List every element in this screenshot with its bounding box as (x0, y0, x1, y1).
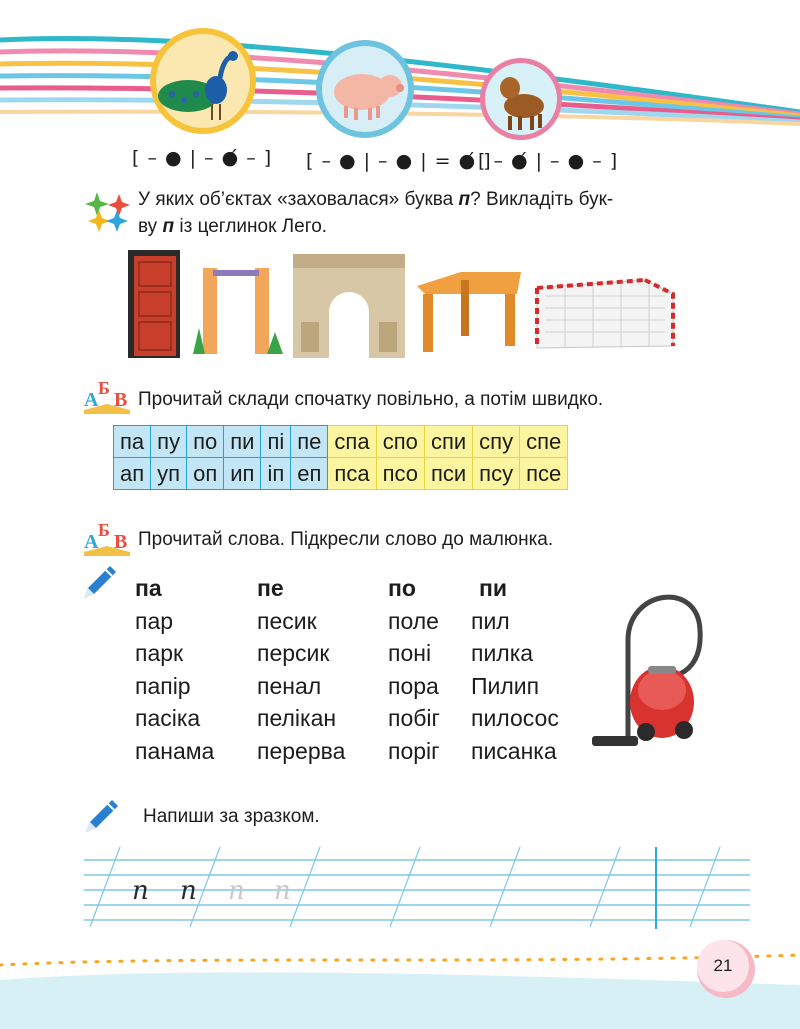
word: перерва (257, 737, 346, 764)
scheme-dog: [ – ●́ | – ● – ] (478, 150, 619, 172)
syllable-cell: ип (224, 458, 261, 490)
word: поле (388, 607, 439, 634)
pen-icon (82, 796, 122, 836)
pen-icon (80, 562, 120, 602)
syllable-cell: ап (114, 458, 151, 490)
trace-letter: п (274, 876, 291, 906)
syllable-cell: па (114, 426, 151, 458)
page-number: 21 (697, 940, 749, 992)
word: пасіка (135, 705, 201, 731)
page-number-badge (697, 940, 755, 998)
table-row (114, 458, 568, 490)
word: поріг (388, 737, 440, 764)
word: пар (135, 607, 174, 634)
syllable-cell: псу (473, 458, 520, 490)
abv-letter: Б (98, 520, 110, 540)
syllable-cell: еп (291, 458, 328, 490)
word: пелікан (257, 705, 337, 731)
dog-picture (480, 58, 562, 140)
syllable-cell: псо (376, 458, 424, 490)
column-head: по (388, 575, 416, 601)
word: папір (135, 672, 191, 699)
football-goal-picture (537, 280, 673, 348)
arch-picture (293, 254, 405, 358)
abv-letter: В (114, 531, 128, 553)
bottom-decoration (0, 945, 800, 1029)
task2-instruction: Прочитай склади спочатку повільно, а потім швидко. (138, 389, 604, 410)
word: побіг (388, 705, 440, 731)
syllable-cell: уп (151, 458, 187, 490)
syllable-cell: псе (520, 458, 568, 490)
syllable-cell: спе (520, 426, 568, 458)
peacock-picture (150, 28, 256, 134)
scheme-piglet: [ – ● | – ● | = ●́ ] (306, 150, 492, 172)
word: Пилип (471, 672, 540, 699)
abv-letter: Б (98, 378, 110, 398)
sample-letter: п (180, 876, 197, 906)
syllable-cell: спо (376, 426, 424, 458)
syllable-cell: спи (424, 426, 472, 458)
word-column-pa (135, 572, 214, 767)
abv-letter: А (84, 531, 99, 553)
task1-text: У яких об’єктах «заховалася» буква п? Викладіть бук- ву п із цеглинок Лего. (138, 189, 614, 237)
word: панама (135, 737, 215, 764)
abv-letter: В (114, 389, 128, 411)
letter-p: п (458, 189, 471, 210)
syllable-cell: пси (424, 458, 472, 490)
word: пил (471, 607, 510, 634)
abv-letter: А (84, 389, 99, 411)
objects-pictures (125, 250, 685, 360)
column-head: пе (257, 575, 284, 601)
word: персик (257, 640, 330, 666)
letter-p: п (162, 216, 175, 237)
syllable-cell: пса (328, 458, 376, 490)
syllable-cell: пе (291, 426, 328, 458)
syllable-cell: іп (261, 458, 291, 490)
task3-instruction: Прочитай слова. Підкресли слово до малюнка. (138, 529, 554, 550)
column-head: пи (479, 575, 508, 601)
piglet-picture (316, 40, 414, 138)
word: пора (388, 672, 439, 699)
word-column-py (471, 572, 559, 767)
lego-stars-icon (85, 190, 133, 234)
syllable-cell: спа (328, 426, 376, 458)
word: поні (388, 640, 432, 666)
word-column-pe (257, 572, 345, 767)
table-row (114, 426, 568, 458)
word: парк (135, 640, 184, 666)
vacuum-cleaner-picture (588, 580, 718, 755)
door-picture (128, 250, 180, 358)
syllable-cell: по (187, 426, 224, 458)
word: песик (257, 607, 317, 634)
sample-letter: п (132, 876, 149, 906)
word-column-po (388, 572, 440, 767)
syllable-cell: оп (187, 458, 224, 490)
word: пилосос (471, 705, 559, 731)
abv-book-icon (82, 520, 132, 556)
table-picture (417, 272, 521, 352)
trace-letter: п (228, 876, 245, 906)
syllable-cell: пу (151, 426, 187, 458)
syllables-table (113, 425, 568, 490)
task4-instruction: Напиши за зразком. (143, 806, 320, 827)
horizontal-bar-picture (193, 268, 283, 354)
scheme-peacock: [ – ● | – ●́ – ] (132, 147, 273, 169)
word: пенал (257, 672, 322, 699)
syllable-cell: пі (261, 426, 291, 458)
column-head: па (135, 575, 162, 601)
word: писанка (471, 737, 557, 764)
abv-book-icon (82, 378, 132, 414)
word: пилка (471, 640, 534, 666)
writing-lines (80, 845, 755, 930)
syllable-cell: спу (473, 426, 520, 458)
syllable-cell: пи (224, 426, 261, 458)
